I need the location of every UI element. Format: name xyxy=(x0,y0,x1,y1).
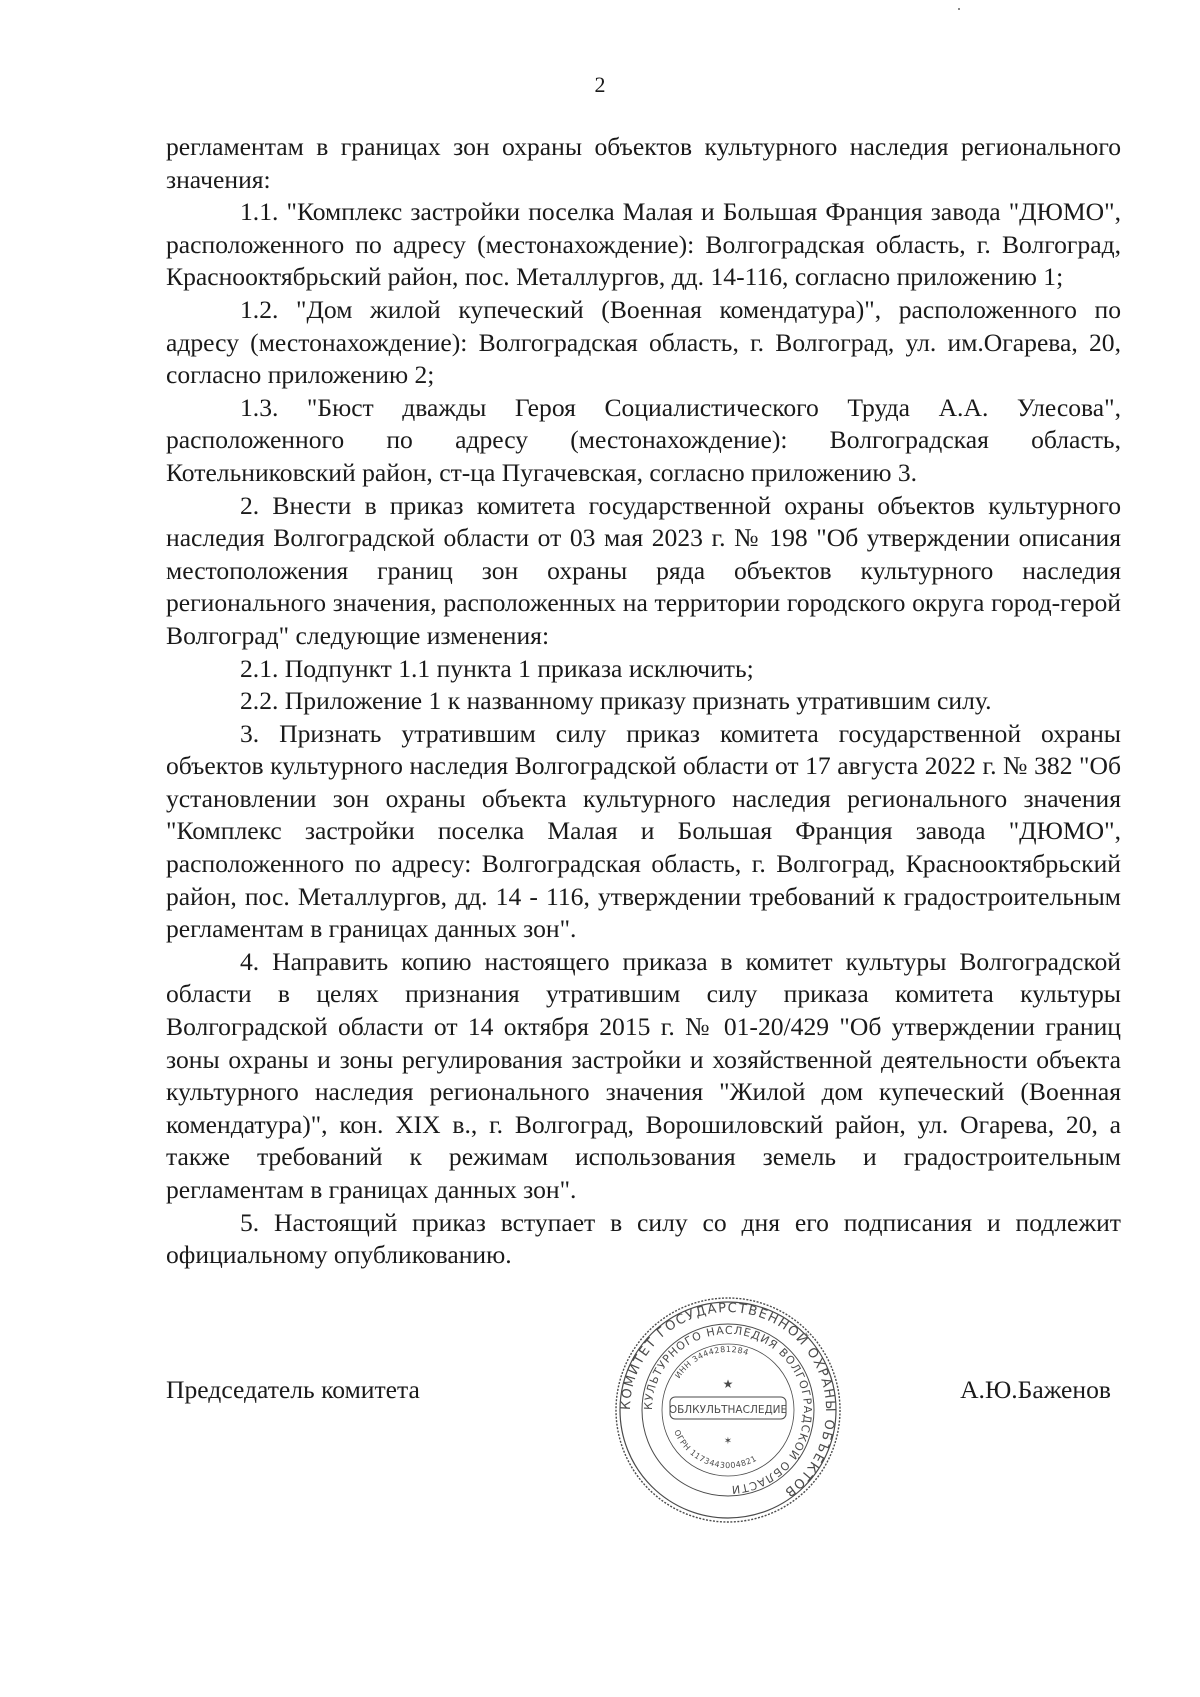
scan-speck xyxy=(958,8,960,10)
paragraph: 3. Признать утратившим силу приказ комитета государственной охраны объектов культурного наследия Волгоградской области от 17 августа 2022 г. № 382 "Об установлении зон охраны объекта культурного наследия регионального значения "Комплекс застройки поселка Малая и Большая Франция завода "ДЮМО", расположенного по адресу: Волгоградская область, г. Волгоград, Краснооктябрьский район, пос. Металлургов, дд. 14 - 116, утверждении требований к градостроительным регламентам в границах данных зон". xyxy=(166,718,1121,944)
seal-center-text: ОБЛКУЛЬТНАСЛЕДИЕ xyxy=(668,1404,788,1416)
signer-name: А.Ю.Баженов xyxy=(960,1375,1111,1404)
page-number: 2 xyxy=(594,72,606,97)
seal-star-icon: ★ xyxy=(722,1377,734,1391)
seal-inner-text: КУЛЬТУРНОГО НАСЛЕДИЯ ВОЛГОГРАДСКОЙ ОБЛАСТИ xyxy=(641,1323,815,1497)
seal-outer-text: КОМИТЕТ ГОСУДАРСТВЕННОЙ ОХРАНЫ ОБЪЕКТОВ xyxy=(618,1300,838,1501)
paragraph: 1.2. "Дом жилой купеческий (Военная комендатура)", расположенного по адресу (местонахождение): Волгоградская область, г. Волгоград, ул. им.Огарева, 20, согласно приложению 2; xyxy=(166,294,1121,390)
paragraph: 2.1. Подпункт 1.1 пункта 1 приказа исключить; xyxy=(240,653,754,683)
paragraph: 1.3. "Бюст дважды Героя Социалистического Труда А.А. Улесова", расположенного по адресу (местонахождение): Волгоградская область, Котельниковский район, ст-ца Пугачевская, согласно приложению 3. xyxy=(166,392,1121,487)
signer-title: Председатель комитета xyxy=(166,1375,420,1404)
paragraph: 5. Настоящий приказ вступает в силу со дня его подписания и подлежит официальному опубликованию. xyxy=(166,1207,1121,1270)
seal-star-icon: ✶ xyxy=(723,1436,733,1447)
seal-ogrn-text: ОГРН 1173443004821 xyxy=(672,1428,759,1471)
paragraph: 1.1. "Комплекс застройки поселка Малая и Большая Франция завода "ДЮМО", расположенного по адресу (местонахождение): Волгоградская область, г. Волгоград, Краснооктябрьский район, пос. Металлургов, дд. 14-116, согласно приложению 1; xyxy=(166,197,1121,292)
document-body xyxy=(166,131,1121,1272)
official-seal xyxy=(612,1294,844,1526)
paragraph: 2.2. Приложение 1 к названному приказу признать утратившим силу. xyxy=(240,686,992,716)
paragraph: 2. Внести в приказ комитета государственной охраны объектов культурного наследия Волгоградской области от 03 мая 2023 г. № 198 "Об утверждении описания местоположения границ зон охраны ряда объектов культурного наследия регионального значения, расположенных на территории городского округа город-герой Волгоград" следующие изменения: xyxy=(166,490,1121,650)
svg-text:ОГРН 1173443004821 xyxy=(672,1428,758,1470)
paragraph: 4. Направить копию настоящего приказа в комитет культуры Волгоградской области в целях признания утратившим силу приказа комитета культуры Волгоградской области от 14 октября 2015 г. № 01-20/429 "Об утверждении границ зоны охраны и зоны регулирования застройки и хозяйственной деятельности объекта культурного наследия регионального значения "Жилой дом купеческий (Военная комендатура)", кон. XIX в., г. Волгоград, Ворошиловский район, ул. Огарева, 20, а также требований к режимам использования земель и градостроительным регламентам в границах данных зон". xyxy=(166,946,1121,1204)
paragraph: регламентам в границах зон охраны объектов культурного наследия регионального значения: xyxy=(166,132,1121,194)
seal-inn-text: ИНН 3444281284 xyxy=(673,1344,750,1381)
